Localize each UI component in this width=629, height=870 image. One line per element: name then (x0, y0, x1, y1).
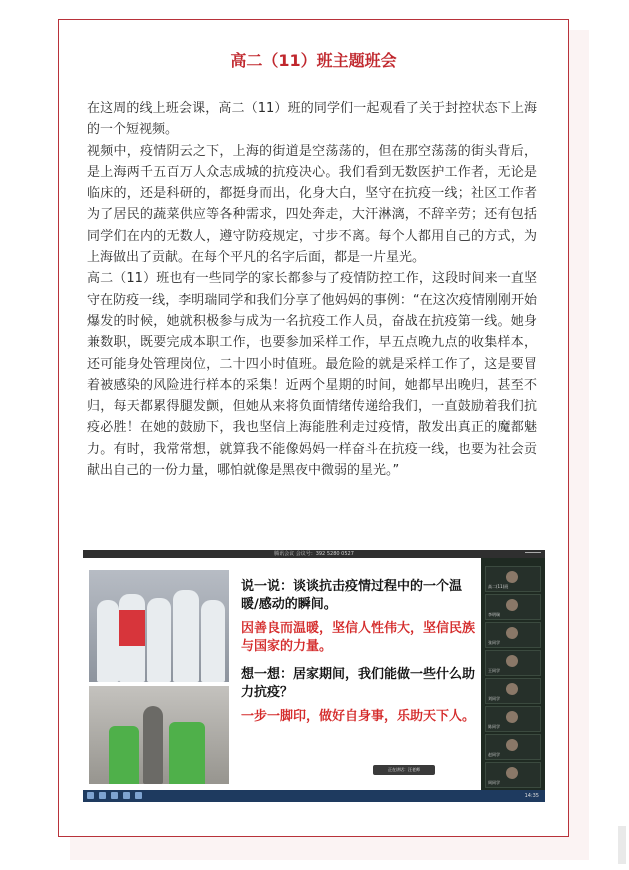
speaking-indicator: 正在讲话：汪老师 (373, 765, 435, 775)
search-icon[interactable] (99, 792, 106, 799)
meeting-screenshot (83, 550, 545, 802)
presentation-slide (83, 558, 481, 790)
meeting-app-icon[interactable] (135, 792, 142, 799)
slide-prompt-2: 想一想：居家期间，我们能做一些什么助力抗疫？ (241, 667, 476, 700)
paragraph-2: 视频中，疫情阴云之下，上海的街道是空荡荡的，但在那空荡荡的街头背后，是上海两千五百万人众志成城的抗疫决心。我们看到无数医护工作者，无论是临床的，还是科研的，都挺身而出，化身大白，坚守在抗疫一线；社区工作者为了居民的蔬菜供应等各种需求，四处奔走，大汗淋漓，不辞辛劳；还有包括同学们在内的无数人，遵守防疫规定，寸步不离。每个人都用自己的方式，为上海做出了贡献。在每个平凡的名字后面，都是一片星光。 (87, 143, 537, 266)
slide-answer-2: 一步一脚印，做好自身事，乐助天下人。 (241, 709, 476, 724)
volunteers-photo (89, 570, 229, 682)
meeting-window-title: 腾讯会议 会议号：392 5280 0527 (274, 551, 354, 557)
taskbar (83, 790, 545, 802)
folder-icon[interactable] (123, 792, 130, 799)
paragraph-3: 高二（11）班也有一些同学的家长都参与了疫情防控工作，这段时间来一直坚守在防疫一线，李明瑞同学和我们分享了他妈妈的事例：“在这次疫情刚刚开始爆发的时候，她就积极参与成为一名抗疫工作人员，奋战在抗疫第一线。她身兼数职，既要完成本职工作，也要参加采样工作，早五点晚九点的收集样本，还可能身处管理岗位，二十四小时值班。最危险的就是采样工作了，这是要冒着被感染的风险进行样本的采集！近两个星期的时间，她都早出晚归，甚至不归，每天都累得腿发颤，但她从来将负面情绪传递给我们，一直鼓励着我们抗疫必胜！在她的鼓励下，我也坚信上海能胜利走过疫情，散发出真正的魔都魅力。有时，我常常想，就算我不能像妈妈一样奋斗在抗疫一线，也要为社会贡献出自己的一份力量，哪怕就像是黑夜中微弱的星光。” (87, 271, 537, 479)
participant-list (481, 558, 545, 790)
participant-tile[interactable]: 陈同学 (485, 706, 541, 732)
taskbar-clock: 14:35 (524, 793, 539, 799)
meeting-title-bar (83, 550, 545, 558)
participant-tile[interactable]: 张同学 (485, 622, 541, 648)
paragraph-1: 在这周的线上班会课，高二（11）班的同学们一起观看了关于封控状态下上海的一个短视频。 (87, 101, 537, 138)
red-sign (119, 610, 145, 646)
start-icon[interactable] (87, 792, 94, 799)
participant-tile[interactable]: 赵同学 (485, 734, 541, 760)
slide-text (241, 578, 477, 732)
participant-tile[interactable]: 刘同学 (485, 678, 541, 704)
participant-tile[interactable]: 周同学 (485, 762, 541, 788)
scrollbar[interactable] (618, 826, 626, 864)
window-controls-icon (525, 552, 541, 556)
participant-tile[interactable]: 王同学 (485, 650, 541, 676)
browser-icon[interactable] (111, 792, 118, 799)
participant-tile[interactable]: 李明瑞 (485, 594, 541, 620)
slide-prompt-1: 说一说：谈谈抗击疫情过程中的一个温暖/感动的瞬间。 (241, 579, 463, 612)
slide-answer-1: 因善良而温暖，坚信人性伟大，坚信民族与国家的力量。 (241, 621, 476, 654)
article-body (87, 98, 537, 481)
article-frame (58, 19, 569, 837)
community-workers-photo (89, 686, 229, 784)
participant-tile[interactable]: 高二(11)班 (485, 566, 541, 592)
article-title: 高二（11）班主题班会 (230, 51, 397, 70)
